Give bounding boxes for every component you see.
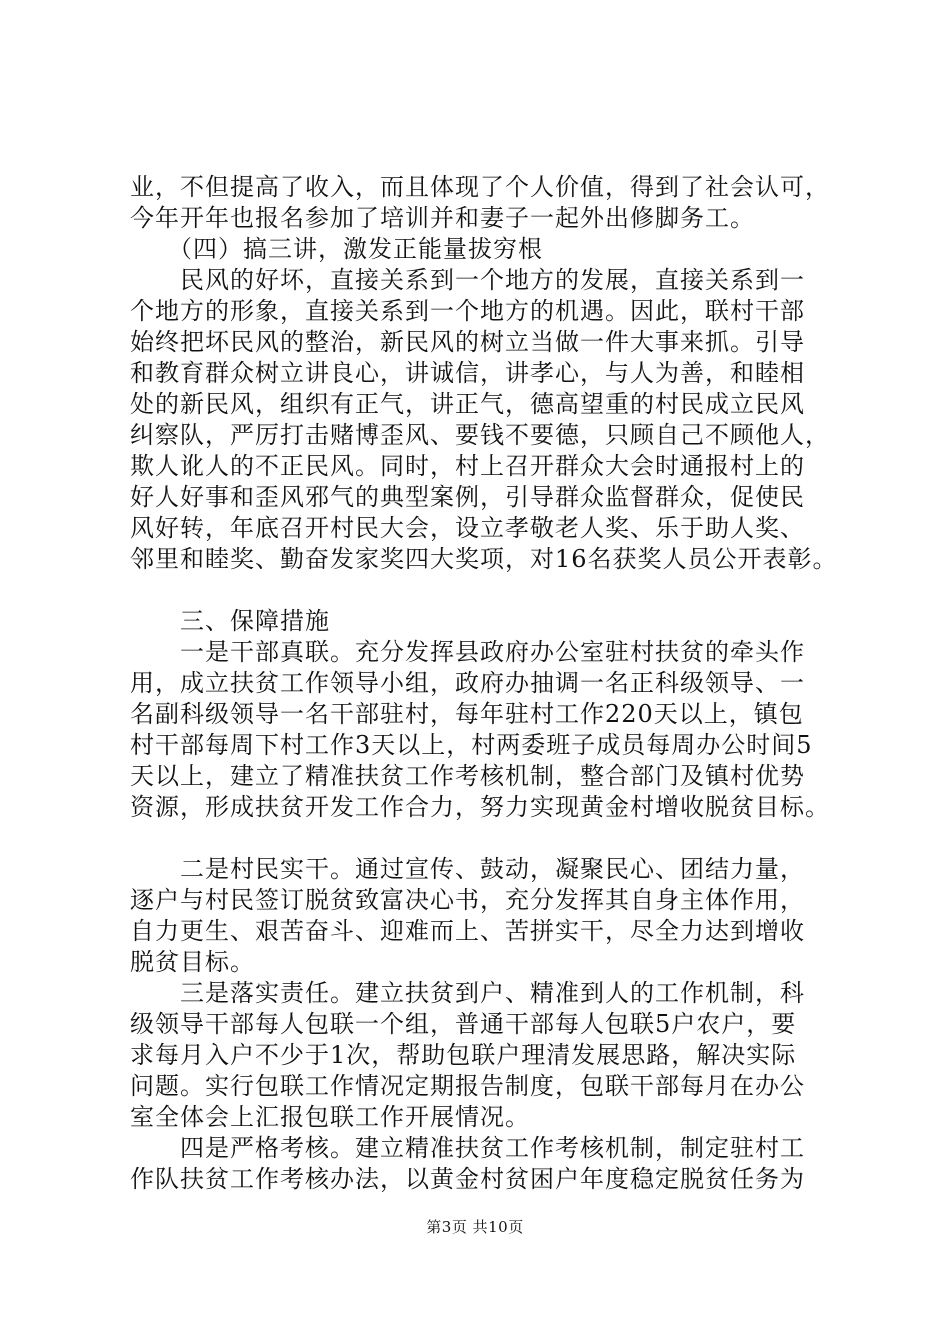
text-line: 问题。实行包联工作情况定期报告制度，包联干部每月在办公 (130, 1072, 805, 1100)
text-line: 村干部每周下村工作3天以上，村两委班子成员每周办公时间5 (130, 731, 813, 759)
text-line: 个地方的形象，直接关系到一个地方的机遇。因此，联村干部 (130, 297, 805, 325)
text-line: 和教育群众树立讲良心，讲诚信，讲孝心，与人为善，和睦相 (130, 359, 805, 387)
text-line: 逐户与村民签订脱贫致富决心书，充分发挥其自身主体作用， (130, 886, 805, 914)
text-line: 资源，形成扶贫开发工作合力，努力实现黄金村增收脱贫目标。 (130, 793, 830, 821)
text-line: 二是村民实干。通过宣传、鼓动，凝聚民心、团结力量， (130, 855, 805, 883)
text-line: 用，成立扶贫工作领导小组，政府办抽调一名正科级领导、一 (130, 669, 805, 697)
page-footer: 第3页 共10页 (426, 1218, 524, 1236)
text-line: 风好转，年底召开村民大会，设立孝敬老人奖、乐于助人奖、 (130, 514, 805, 542)
text-line: 纠察队，严厉打击赌博歪风、要钱不要德，只顾自己不顾他人， (130, 421, 830, 449)
text-line: 业，不但提高了收入，而且体现了个人价值，得到了社会认可， (130, 173, 830, 201)
text-line: 室全体会上汇报包联工作开展情况。 (130, 1103, 530, 1131)
text-line: 名副科级领导一名干部驻村，每年驻村工作220天以上，镇包 (130, 700, 804, 728)
section-heading: 三、保障措施 (130, 607, 330, 635)
text-line: 三是落实责任。建立扶贫到户、精准到人的工作机制，科 (130, 979, 805, 1007)
paragraph-gap (130, 823, 830, 854)
text-line: 天以上，建立了精准扶贫工作考核机制，整合部门及镇村优势 (130, 762, 805, 790)
body-text (130, 172, 838, 1195)
text-line: 脱贫目标。 (130, 948, 255, 976)
text-line: 始终把坏民风的整治，新民风的树立当做一件大事来抓。引导 (130, 328, 805, 356)
text-line: 四是严格考核。建立精准扶贫工作考核机制，制定驻村工 (130, 1134, 805, 1162)
text-line: 邻里和睦奖、勤奋发家奖四大奖项，对16名获奖人员公开表彰。 (130, 545, 838, 573)
text-line: 一是干部真联。充分发挥县政府办公室驻村扶贫的牵头作 (130, 638, 805, 666)
text-line: 欺人讹人的不正民风。同时，村上召开群众大会时通报村上的 (130, 452, 805, 480)
paragraph-gap (130, 575, 830, 606)
text-line: 作队扶贫工作考核办法，以黄金村贫困户年度稳定脱贫任务为 (130, 1165, 805, 1193)
text-line: 今年开年也报名参加了培训并和妻子一起外出修脚务工。 (130, 204, 755, 232)
text-line: 好人好事和歪风邪气的典型案例，引导群众监督群众，促使民 (130, 483, 805, 511)
text-line: 级领导干部每人包联一个组，普通干部每人包联5户农户，要 (130, 1010, 797, 1038)
text-line: 自力更生、艰苦奋斗、迎难而上、苦拼实干，尽全力达到增收 (130, 917, 805, 945)
text-line: 求每月入户不少于1次，帮助包联户理清发展思路，解决实际 (130, 1041, 797, 1069)
section-heading: （四）搞三讲，激发正能量拔穷根 (130, 235, 543, 263)
text-line: 民风的好坏，直接关系到一个地方的发展，直接关系到一 (130, 266, 805, 294)
text-line: 处的新民风，组织有正气，讲正气，德高望重的村民成立民风 (130, 390, 805, 418)
